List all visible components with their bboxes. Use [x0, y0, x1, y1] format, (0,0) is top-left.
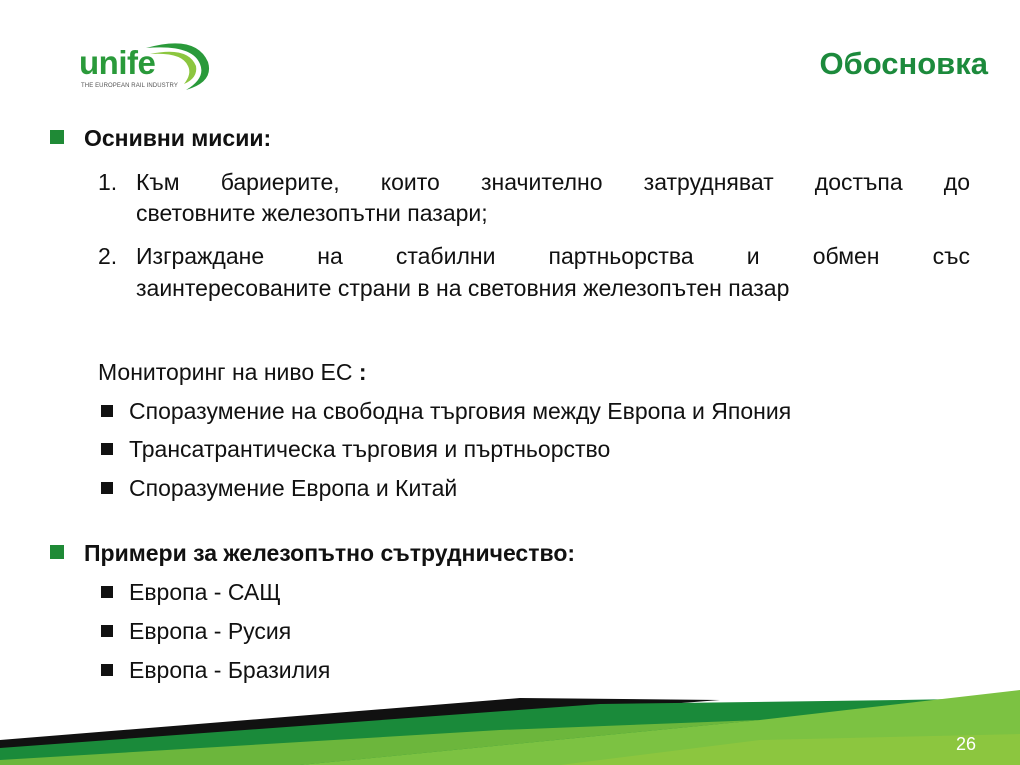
black-square-bullet-icon [101, 625, 113, 637]
missions-heading: Оснивни мисии: [84, 125, 272, 151]
monitoring-heading-text: Мониторинг на ниво ЕС [98, 359, 353, 385]
green-square-bullet-icon [50, 545, 64, 559]
example-item: Европа - Бразилия [129, 657, 331, 683]
black-square-bullet-icon [101, 664, 113, 676]
example-item: Европа - САЩ [129, 579, 281, 605]
footer-stripes [0, 690, 1020, 765]
monitoring-heading [98, 358, 367, 386]
green-square-bullet-icon [50, 130, 64, 144]
logo-wordmark: unife [79, 44, 156, 81]
black-square-bullet-icon [101, 586, 113, 598]
black-square-bullet-icon [101, 482, 113, 494]
mission-item-1-line-2: световните железопътни пазари; [136, 200, 488, 226]
slide-title: Обосновка [819, 46, 988, 81]
page-number: 26 [955, 734, 976, 754]
monitoring-item: Трансатрантическа търговия и пъртньорство [129, 436, 611, 462]
unife-logo [76, 38, 226, 96]
mission-item-2-line-2: заинтересованите страни в на световния железопътен пазар [136, 275, 790, 301]
example-item: Европа - Русия [129, 618, 292, 644]
examples-heading: Примери за железопътно сътрудничество: [84, 540, 576, 566]
monitoring-item: Споразумение Европа и Китай [129, 475, 458, 501]
mission-item-2-line-1: Изграждане на стабилни партньорства и обмен със [136, 243, 970, 269]
monitoring-heading-colon: : [358, 359, 367, 385]
list-number: 1. [98, 169, 118, 195]
logo-tagline: THE EUROPEAN RAIL INDUSTRY [81, 83, 178, 89]
black-square-bullet-icon [101, 405, 113, 417]
list-number: 2. [98, 243, 118, 269]
monitoring-item: Споразумение на свободна търговия между Европа и Япония [129, 398, 792, 424]
black-square-bullet-icon [101, 443, 113, 455]
mission-item-1-line-1: Към бариерите, които значително затрудняват достъпа до [136, 169, 970, 195]
